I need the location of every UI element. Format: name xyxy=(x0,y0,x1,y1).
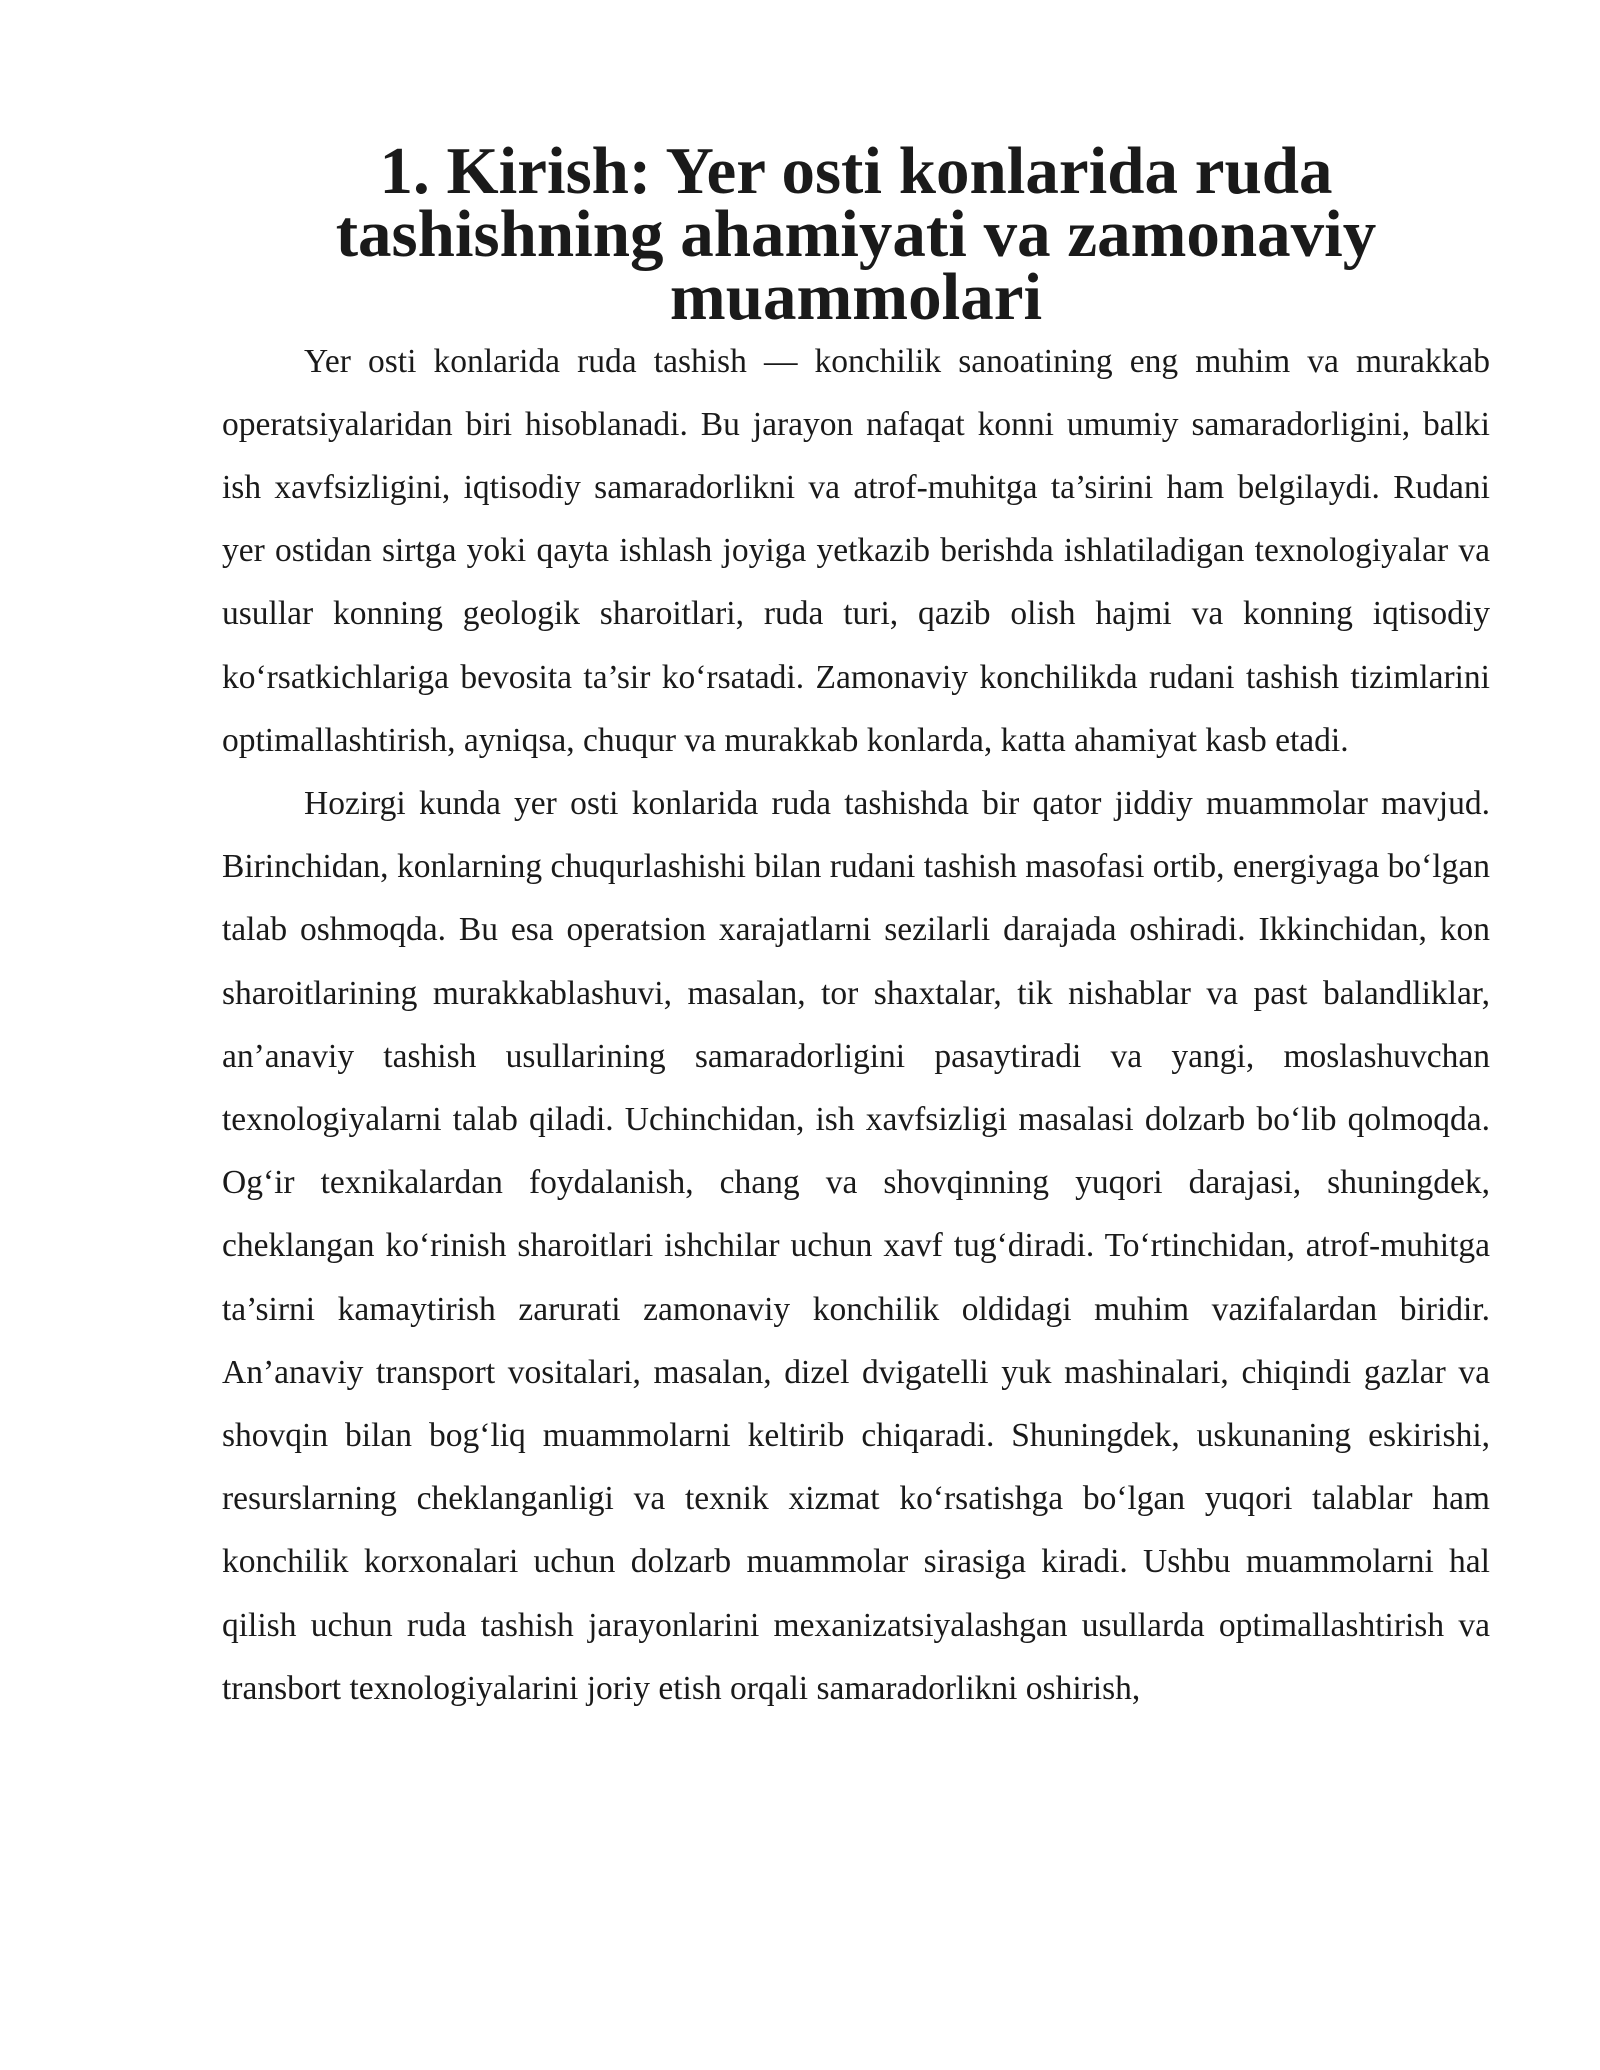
paragraph-problems: Hozirgi kunda yer osti konlarida ruda tashishda bir qator jiddiy muammolar mavjud. Birinchidan, konlarning chuqurlashishi bilan rudani tashish masofasi ortib, energiyaga bo‘lgan talab oshmoqda. Bu esa operatsion xarajatlarni sezilarli darajada oshiradi. Ikkinchidan, kon sharoitlarining murakkablashuvi, masalan, tor shaxtalar, tik nishablar va past balandliklar, an’anaviy tashish usullarining samaradorligini pasaytiradi va yangi, moslashuvchan texnologiyalarni talab qiladi. Uchinchidan, ish xavfsizligi masalasi dolzarb bo‘lib qolmoqda. Og‘ir texnikalardan foydalanish, chang va shovqinning yuqori darajasi, shuningdek, cheklangan ko‘rinish sharoitlari ishchilar uchun xavf tug‘diradi. To‘rtinchidan, atrof-muhitga ta’sirni kamaytirish zarurati zamonaviy konchilik oldidagi muhim vazifalardan biridir. An’anaviy transport vositalari, masalan, dizel dvigatelli yuk mashinalari, chiqindi gazlar va shovqin bilan bog‘liq muammolarni keltirib chiqaradi. Shuningdek, uskunaning eskirishi, resurslarning cheklanganligi va texnik xizmat ko‘rsatishga bo‘lgan yuqori talablar ham konchilik korxonalari uchun dolzarb muammolar sirasiga kiradi. Ushbu muammolarni hal qilish uchun ruda tashish jarayonlarini mexanizatsiyalashgan usullarda optimallashtirish va transbort texnologiyalarini joriy etish orqali samaradorlikni oshirish, xyxy=(222,785,1490,1707)
paragraph-intro: Yer osti konlarida ruda tashish — konchilik sanoatining eng muhim va murakkab operatsiyalaridan biri hisoblanadi. Bu jarayon nafaqat konni umumiy samaradorligini, balki ish xavfsizligini, iqtisodiy samaradorlikni va atrof-muhitga ta’sirini ham belgilaydi. Rudani yer ostidan sirtga yoki qayta ishlash joyiga yetkazib berishda ishlatiladigan texnologiyalar va usullar konning geologik sharoitlari, ruda turi, qazib olish hajmi va konning iqtisodiy ko‘rsatkichlariga bevosita ta’sir ko‘rsatadi. Zamonaviy konchilikda rudani tashish tizimlarini optimallashtirish, ayniqsa, chuqur va murakkab konlarda, katta ahamiyat kasb etadi. xyxy=(222,342,1490,759)
document-page xyxy=(222,134,1490,1720)
section-heading: 1. Kirish: Yer osti konlarida ruda tashishning ahamiyati va zamonaviy muammolari xyxy=(335,134,1377,335)
